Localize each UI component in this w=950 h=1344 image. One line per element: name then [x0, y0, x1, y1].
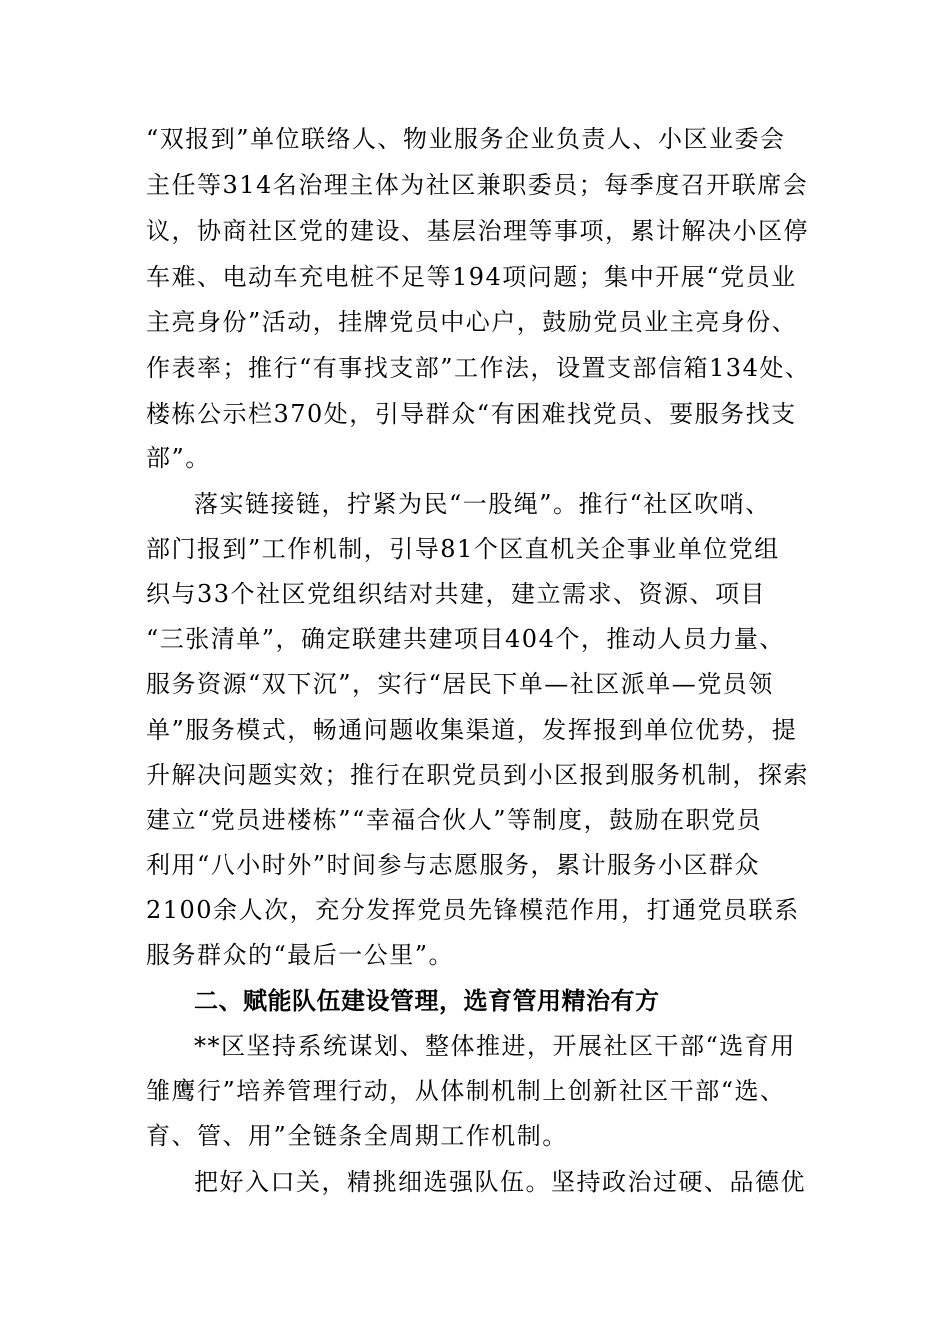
paragraph-1-line-6: 作表率；推行“有事找支部”工作法，设置支部信箱134处、 — [146, 354, 811, 382]
paragraph-1-line-1: “双报到”单位联络人、物业服务企业负责人、小区业委会 — [146, 125, 786, 153]
paragraph-3-line-3: 育、管、用”全链条全周期工作机制。 — [146, 1122, 568, 1150]
paragraph-3-line-2: 雏鹰行”培养管理行动，从体制机制上创新社区干部“选、 — [146, 1077, 786, 1105]
paragraph-2-line-1: 落实链接链，拧紧为民“一股绳”。推行“社区吹哨、 — [194, 490, 771, 518]
paragraph-2-line-9: 利用“八小时外”时间参与志愿服务，累计服务小区群众 — [146, 851, 761, 879]
paragraph-2-line-10: 2100余人次，充分发挥党员先锋模范作用，打通党员联系 — [146, 896, 800, 924]
paragraph-1-line-5: 主亮身份”活动，挂牌党员中心户，鼓励党员业主亮身份、 — [146, 308, 798, 336]
paragraph-2-line-2: 部门报到”工作机制，引导81个区直机关企事业单位党组 — [146, 535, 780, 563]
paragraph-3-line-1: **区坚持系统谋划、整体推进，开展社区干部“选育用 — [194, 1032, 796, 1060]
paragraph-1-line-7: 楼栋公示栏370处，引导群众“有困难找党员、要服务找支 — [146, 400, 797, 428]
paragraph-4-line-1: 把好入口关，精挑细选强队伍。坚持政治过硬、品德优 — [194, 1168, 806, 1196]
paragraph-2-line-4: “三张清单”，确定联建共建项目404个，推动人员力量、 — [146, 625, 785, 653]
paragraph-2-line-5: 服务资源“双下沉”，实行“居民下单—社区派单—党员领 — [146, 670, 774, 698]
paragraph-1-line-2: 主任等314名治理主体为社区兼职委员；每季度召开联席会 — [146, 171, 809, 199]
paragraph-2-line-7: 升解决问题实效；推行在职党员到小区报到服务机制，探索 — [146, 761, 809, 789]
section-heading: 二、赋能队伍建设管理，选育管用精治有方 — [194, 987, 660, 1015]
paragraph-2-line-3: 织与33个社区党组织结对共建，建立需求、资源、项目 — [146, 580, 767, 608]
paragraph-2-line-8: 建立“党员进楼栋”“幸福合伙人”等制度，鼓励在职党员 — [146, 806, 763, 834]
paragraph-2-line-11: 服务群众的“最后一公里”。 — [146, 941, 455, 969]
paragraph-1-line-4: 车难、电动车充电桩不足等194项问题；集中开展“党员业 — [146, 263, 797, 291]
paragraph-1-line-3: 议，协商社区党的建设、基层治理等事项，累计解决小区停 — [146, 217, 809, 245]
paragraph-2-line-6: 单”服务模式，畅通问题收集渠道，发挥报到单位优势，提 — [146, 716, 798, 744]
paragraph-1-line-8: 部”。 — [146, 444, 211, 472]
